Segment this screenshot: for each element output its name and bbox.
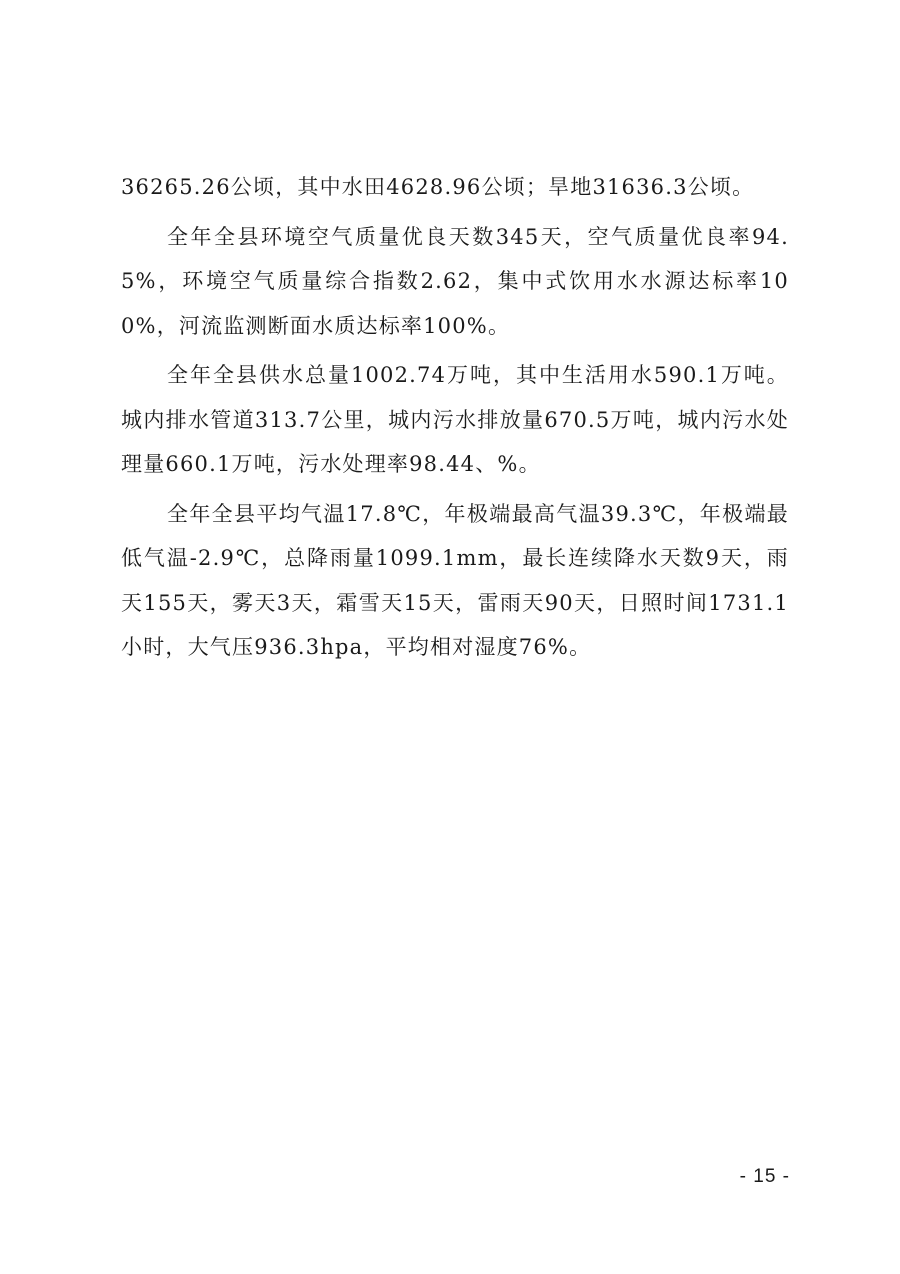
page-body bbox=[121, 165, 789, 675]
page-number: - 15 - bbox=[739, 1166, 790, 1187]
paragraph-climate: 全年全县平均气温17.8℃，年极端最高气温39.3℃，年极端最低气温-2.9℃，总降雨量1099.1mm，最长连续降水天数9天，雨天155天，雾天3天，霜雪天15天，雷雨天90天，日照时间1731.1小时，大气压936.3hpa，平均相对湿度76%。 bbox=[121, 501, 789, 659]
paragraph-water-supply: 全年全县供水总量1002.74万吨，其中生活用水590.1万吨。城内排水管道313.7公里，城内污水排放量670.5万吨，城内污水处理量660.1万吨，污水处理率98.44、%。 bbox=[121, 363, 789, 476]
paragraph-air-quality: 全年全县环境空气质量优良天数345天，空气质量优良率94.5%，环境空气质量综合指数2.62，集中式饮用水水源达标率100%，河流监测断面水质达标率100%。 bbox=[121, 224, 789, 338]
paragraph-farmland-continued: 36265.26公顷，其中水田4628.96公顷；旱地31636.3公顷。 bbox=[121, 175, 755, 199]
